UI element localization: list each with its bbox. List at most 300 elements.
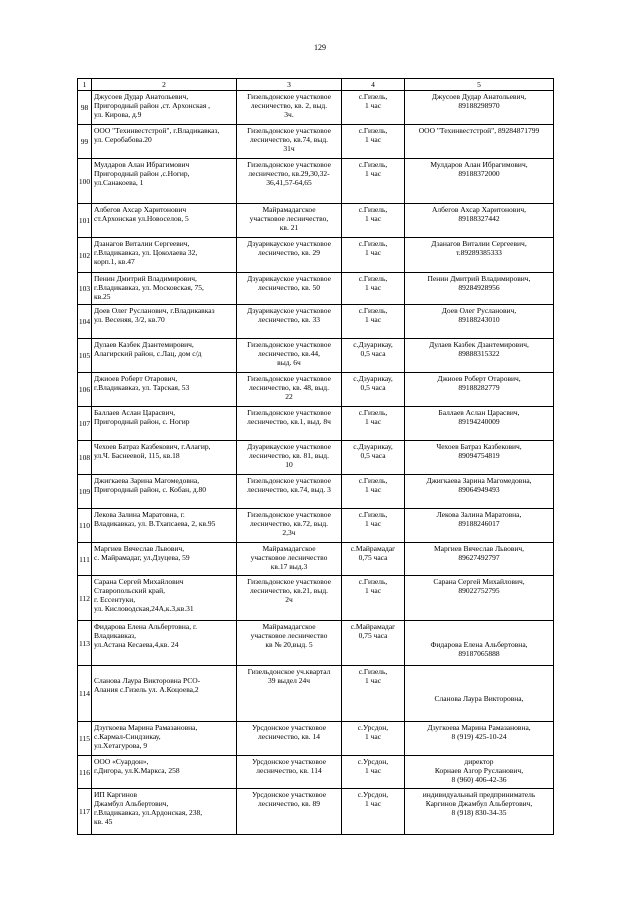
- row-number: 99: [78, 125, 92, 159]
- location-cell-line: 1 час: [364, 799, 382, 808]
- location-cell-line: 0,5 часа: [360, 383, 386, 392]
- applicant-cell-line: Владикавказ, ул. В.Тхапсаева, 2, кв.95: [94, 519, 216, 528]
- location-cell-line: 1 час: [364, 169, 382, 178]
- applicant-cell-line: г.Владикавказ, ул.Ардонская, 238,: [94, 808, 203, 817]
- forest-plot-cell-line: лесничество, кв.1, выд. 8ч: [247, 417, 331, 426]
- forest-plot-cell-line: Гизельдонское участковое: [247, 476, 331, 485]
- forest-plot-cell-line: лесничество, кв. 48, выд.: [249, 383, 329, 392]
- forest-plot-cell: [237, 666, 342, 722]
- forest-plot-cell-line: 2,3ч: [282, 528, 296, 537]
- location-cell: [342, 305, 405, 339]
- row-number: 104: [78, 305, 92, 339]
- forest-plot-cell: [237, 441, 342, 475]
- forest-plot-cell: [237, 407, 342, 441]
- table-row: [78, 789, 554, 835]
- forest-plot-cell-line: кв.17 выд.3: [270, 562, 308, 571]
- row-number: 112: [78, 576, 92, 621]
- contact-cell-line: Джиоев Роберт Отарович,: [437, 374, 521, 383]
- location-cell: [342, 621, 405, 666]
- applicant-cell: [92, 756, 237, 789]
- forest-plot-cell-line: Гизельдонское участковое: [247, 340, 331, 349]
- location-cell-line: с.Майрамадаг: [350, 622, 396, 631]
- forest-plot-cell-line: Гизельдонское участковое: [247, 126, 331, 135]
- contact-cell-line: [407, 631, 551, 640]
- forest-plot-cell-line: лесничество, кв.21, выд.: [249, 586, 329, 595]
- forest-plot-cell-line: Урсдонское участковое: [251, 757, 327, 766]
- forest-plot-cell-line: Гизельдонское участковое: [247, 160, 331, 169]
- forest-plot-cell-line: лесничество, кв.44,: [258, 349, 320, 358]
- contact-cell-line: Джусоев Дудар Анатольевич,: [431, 92, 527, 101]
- applicant-cell: [92, 407, 237, 441]
- contact-cell-line: Мулдаров Алан Ибрагимович,: [430, 160, 528, 169]
- header-cell: 3: [237, 79, 342, 91]
- applicant-cell-line: Джигкаева Зарина Магомедовна,: [94, 476, 200, 485]
- applicant-cell-line: Джамбул Альбертович,: [94, 799, 169, 808]
- location-cell: [342, 238, 405, 273]
- applicant-cell-line: ООО «Суардон»,: [94, 757, 149, 766]
- forest-plot-cell-line: лесничество, кв. 89: [258, 799, 320, 808]
- contact-cell-line: 89094754819: [458, 451, 500, 460]
- forest-plot-cell-line: 31ч: [283, 144, 295, 153]
- contact-cell-line: директор: [464, 757, 494, 766]
- applicant-cell-line: Пригородный район ,ст. Архонская ,: [94, 101, 211, 110]
- forest-plot-cell: [237, 238, 342, 273]
- contact-cell-line: Албегов Ахсар Харитонович,: [432, 205, 526, 214]
- contact-cell-line: Корнаев Азгор Русланович,: [434, 766, 524, 775]
- location-cell-line: 1 час: [364, 417, 382, 426]
- forest-plot-cell-line: Дзуарикауское участковое: [247, 239, 331, 248]
- location-cell-line: 1 час: [364, 519, 382, 528]
- contact-cell-line: Джигкаева Зарина Магомедовна,: [426, 476, 532, 485]
- location-cell: [342, 441, 405, 475]
- location-cell-line: с.Гизель,: [358, 306, 388, 315]
- contact-cell: [405, 576, 554, 621]
- applicant-cell-line: Дзугкоева Марина Рамазановна,: [94, 723, 198, 732]
- contact-cell-line: 89188246017: [458, 519, 500, 528]
- contact-cell: [405, 756, 554, 789]
- applicant-cell-line: с.Кармал-Синдзикау,: [94, 732, 161, 741]
- contact-cell-line: 89187065888: [458, 649, 500, 658]
- forest-plot-cell-line: Гизельдонское участковое: [247, 92, 331, 101]
- contact-cell: [405, 722, 554, 756]
- location-cell-line: с.Урсдон,: [357, 757, 389, 766]
- applicant-cell: [92, 204, 237, 238]
- forest-plot-cell: [237, 339, 342, 373]
- location-cell-line: 1 час: [364, 676, 382, 685]
- forest-plot-cell: [237, 475, 342, 509]
- table-row: [78, 621, 554, 666]
- forest-plot-cell-line: Гизельдонское участковое: [247, 577, 331, 586]
- location-cell-line: 1 час: [364, 315, 382, 324]
- contact-cell-line: Фидарова Елена Альбертовна,: [430, 640, 528, 649]
- page-number: 129: [314, 43, 326, 52]
- contact-cell: [405, 543, 554, 576]
- location-cell-line: 1 час: [364, 135, 382, 144]
- contact-cell: [405, 666, 554, 722]
- location-cell-line: 1 час: [364, 766, 382, 775]
- forest-plot-cell: [237, 509, 342, 543]
- contact-cell: [405, 339, 554, 373]
- applicant-cell-line: г.Владикавказ, ул. Тарская, 53: [94, 383, 190, 392]
- table-header-row: [78, 79, 554, 91]
- contact-cell: [405, 475, 554, 509]
- row-number: 103: [78, 273, 92, 305]
- location-cell-line: с.Дзуарикау,: [353, 340, 393, 349]
- applicant-cell-line: корп.1, кв.47: [94, 257, 135, 266]
- applicant-cell-line: Фидарова Елена Альбертовна, г.: [94, 622, 198, 631]
- applicant-cell: [92, 125, 237, 159]
- contact-cell: [405, 273, 554, 305]
- location-cell-line: с.Гизель,: [358, 126, 388, 135]
- location-cell-line: с.Гизель,: [358, 274, 388, 283]
- forest-plot-cell-line: участковое лесничество: [250, 553, 328, 562]
- header-cell: 4: [342, 79, 405, 91]
- forest-plot-cell-line: лесничество, кв. 14: [258, 732, 320, 741]
- forest-plot-cell-line: лесничество, кв. 114: [256, 766, 322, 775]
- applicant-cell-line: ул.Хетагурова, 9: [94, 741, 148, 750]
- forest-plot-cell-line: 39 выдел 24ч: [268, 676, 310, 685]
- applicant-cell-line: кв.25: [94, 292, 111, 301]
- applicant-cell-line: ул. Кирова, д.9: [94, 110, 142, 119]
- contact-cell-line: Пенин Дмитрий Владимирович,: [427, 274, 531, 283]
- contact-cell-line: 89284928956: [458, 283, 500, 292]
- applicant-cell-line: Джусоев Дудар Анатольевич,: [94, 92, 189, 101]
- table-row: [78, 722, 554, 756]
- table-row: [78, 91, 554, 125]
- table-row: [78, 238, 554, 273]
- location-cell-line: с.Гизель,: [358, 577, 388, 586]
- applicant-cell-line: ИП Каргинов: [94, 790, 138, 799]
- contact-cell-line: Чехоев Батраз Казбекович,: [436, 442, 522, 451]
- forest-plot-cell-line: лесничество, кв. 29: [258, 248, 320, 257]
- forest-plot-cell-line: 3ч.: [284, 110, 294, 119]
- contact-cell-line: 89188327442: [458, 214, 500, 223]
- applicant-cell-line: ООО "Техинвестстрой", г.Владикавказ,: [94, 126, 220, 135]
- applicant-cell-line: Чехоев Батраз Казбекович, г.Алагир,: [94, 442, 211, 451]
- forest-plot-cell-line: Урсдонское участковое: [251, 723, 327, 732]
- row-number: 113: [78, 621, 92, 666]
- forest-plot-cell-line: лесничество, кв.29,30,32-: [248, 169, 330, 178]
- contact-cell-line: Сарана Сергей Михайлович,: [433, 577, 525, 586]
- contact-cell-line: 89188282779: [458, 383, 500, 392]
- forest-plot-cell: [237, 621, 342, 666]
- forest-plot-cell: [237, 159, 342, 204]
- applicant-cell-line: Сланова Лаура Викторовна РСО-: [94, 676, 201, 685]
- location-cell-line: с.Гизель,: [358, 205, 388, 214]
- forest-plot-cell-line: лесничество, кв. 2, выд.: [250, 101, 328, 110]
- forest-plot-cell: [237, 273, 342, 305]
- contact-cell-line: Лекова Залина Маратовна,: [436, 510, 522, 519]
- contact-cell-line: Баллаев Аслан Царасвич,: [438, 408, 520, 417]
- applicant-cell: [92, 722, 237, 756]
- applicant-cell-line: Пенин Дмитрий Владимирович,: [94, 274, 197, 283]
- contact-cell: [405, 621, 554, 666]
- row-number: 111: [78, 543, 92, 576]
- location-cell-line: 1 час: [364, 586, 382, 595]
- table-row: [78, 475, 554, 509]
- applicant-cell: [92, 159, 237, 204]
- applicant-cell-line: Баллаев Аслан Царасвич,: [94, 408, 176, 417]
- location-cell: [342, 273, 405, 305]
- applicant-cell-line: ул.Санакоева, 1: [94, 178, 144, 187]
- location-cell: [342, 204, 405, 238]
- contact-cell: [405, 305, 554, 339]
- applicant-cell-line: Дзанагов Виталии Сергеевич,: [94, 239, 190, 248]
- location-cell: [342, 475, 405, 509]
- applicant-cell: [92, 91, 237, 125]
- location-cell-line: с.Урсдон,: [357, 723, 389, 732]
- row-number: 109: [78, 475, 92, 509]
- applicant-cell: [92, 373, 237, 407]
- applicant-cell-line: Сарана Сергей Михайлович: [94, 577, 184, 586]
- contact-cell-line: Дзугкоева Марина Рамазановна,: [427, 723, 531, 732]
- forest-plot-cell: [237, 373, 342, 407]
- applicant-cell: [92, 441, 237, 475]
- forest-plot-cell-line: 22: [285, 392, 293, 401]
- location-cell-line: 1 час: [364, 248, 382, 257]
- contact-cell-line: индивидуальный предприниматель: [422, 790, 536, 799]
- applicant-cell: [92, 475, 237, 509]
- contact-cell: [405, 125, 554, 159]
- forest-plot-cell: [237, 789, 342, 835]
- applicant-cell-line: г. Ессентуки,: [94, 595, 136, 604]
- row-number: 98: [78, 91, 92, 125]
- applicant-cell: [92, 543, 237, 576]
- applicant-cell-line: ул. Серобабова.20: [94, 135, 152, 144]
- registry-table: [77, 78, 554, 835]
- location-cell-line: с.Гизель,: [358, 160, 388, 169]
- forest-plot-cell: [237, 543, 342, 576]
- applicant-cell-line: г.Дигора, ул.К.Маркса, 258: [94, 766, 180, 775]
- row-number: 117: [78, 789, 92, 835]
- forest-plot-cell-line: Урсдонское участковое: [251, 790, 327, 799]
- contact-cell-line: 8 (960) 406-42-36: [451, 775, 507, 784]
- applicant-cell-line: [94, 667, 234, 676]
- forest-plot-cell-line: Майрамадагское: [262, 544, 316, 553]
- applicant-cell: [92, 666, 237, 722]
- location-cell-line: с.Урсдон,: [357, 790, 389, 799]
- forest-plot-cell: [237, 204, 342, 238]
- contact-cell-line: Дулаев Казбек Дзантемирович,: [429, 340, 529, 349]
- applicant-cell-line: Доев Олег Русланович, г.Владикавказ: [94, 306, 215, 315]
- contact-cell-line: 89022752795: [458, 586, 500, 595]
- contact-cell-line: [407, 622, 551, 631]
- location-cell-line: с.Гизель,: [358, 92, 388, 101]
- applicant-cell-line: Пригородный район, с. Ногир: [94, 417, 190, 426]
- header-cell: 5: [405, 79, 554, 91]
- forest-plot-cell-line: Дзуарикауское участковое: [247, 442, 331, 451]
- contact-cell-line: 89627492797: [458, 553, 500, 562]
- contact-cell-line: Каргинов Джамбул Альбертович,: [425, 799, 533, 808]
- row-number: 101: [78, 204, 92, 238]
- forest-plot-cell-line: Дзуарикауское участковое: [247, 306, 331, 315]
- forest-plot-cell-line: лесничество, кв.74, выд.: [249, 135, 329, 144]
- applicant-cell-line: Дулаев Казбек Дзантемирович,: [94, 340, 194, 349]
- forest-plot-cell-line: Гизельдонское участковое: [247, 374, 331, 383]
- location-cell: [342, 159, 405, 204]
- forest-plot-cell-line: Дзуарикауское участковое: [247, 274, 331, 283]
- contact-cell-line: ООО "Техинвестстрой", 89284871799: [418, 126, 540, 135]
- contact-cell-line: [407, 667, 551, 676]
- forest-plot-cell: [237, 125, 342, 159]
- location-cell-line: с.Гизель,: [358, 239, 388, 248]
- applicant-cell-line: ул. Кисловодская,24А,к.3,кв.31: [94, 604, 194, 613]
- location-cell-line: 0,75 часа: [358, 631, 388, 640]
- table-row: [78, 509, 554, 543]
- table-row: [78, 373, 554, 407]
- applicant-cell-line: Лекова Залина Маратовна, г.: [94, 510, 185, 519]
- location-cell: [342, 576, 405, 621]
- location-cell-line: 1 час: [364, 101, 382, 110]
- contact-cell-line: 89188372000: [458, 169, 500, 178]
- applicant-cell-line: Ставропольский край,: [94, 586, 165, 595]
- applicant-cell-line: Пригородный район, с. Кобан, д.80: [94, 485, 207, 494]
- forest-plot-cell-line: Гизельдонское участковое: [247, 510, 331, 519]
- forest-plot-cell: [237, 91, 342, 125]
- contact-cell-line: Маргиев Вячеслав Львович,: [433, 544, 525, 553]
- location-cell-line: с.Гизель,: [358, 476, 388, 485]
- applicant-cell: [92, 238, 237, 273]
- forest-plot-cell-line: 36,41,57-64,65: [266, 178, 312, 187]
- forest-plot-cell: [237, 576, 342, 621]
- forest-plot-cell-line: кв. 21: [279, 223, 299, 232]
- location-cell: [342, 373, 405, 407]
- location-cell: [342, 125, 405, 159]
- applicant-cell: [92, 789, 237, 835]
- applicant-cell-line: Алания с.Гизель ул. А.Коцоева,2: [94, 685, 199, 694]
- location-cell: [342, 789, 405, 835]
- table-row: [78, 543, 554, 576]
- location-cell-line: 1 час: [364, 283, 382, 292]
- applicant-cell-line: Пригородный район ,с.Ногир,: [94, 169, 190, 178]
- applicant-cell-line: ул. Весеняя, 3/2, кв.70: [94, 315, 165, 324]
- location-cell-line: 1 час: [364, 214, 382, 223]
- row-number: 115: [78, 722, 92, 756]
- applicant-cell-line: Владикавказ,: [94, 631, 137, 640]
- table-row: [78, 204, 554, 238]
- applicant-cell-line: Маргиев Вячеслав Львович,: [94, 544, 185, 553]
- applicant-cell-line: Джиоев Роберт Отарович,: [94, 374, 178, 383]
- location-cell: [342, 339, 405, 373]
- contact-cell-line: Доев Олег Русланович,: [441, 306, 517, 315]
- location-cell: [342, 722, 405, 756]
- table-row: [78, 339, 554, 373]
- location-cell-line: с.Дзуарикау,: [353, 442, 393, 451]
- row-number: 107: [78, 407, 92, 441]
- contact-cell-line: Дзанагов Виталии Сергеевич,: [431, 239, 527, 248]
- location-cell: [342, 543, 405, 576]
- applicant-cell: [92, 339, 237, 373]
- applicant-cell-line: Алагирский район, с.Лац, дом с/д: [94, 349, 202, 358]
- applicant-cell: [92, 576, 237, 621]
- applicant-cell-line: кв. 45: [94, 817, 113, 826]
- forest-plot-cell-line: кв № 20,выд. 5: [265, 640, 313, 649]
- contact-cell: [405, 373, 554, 407]
- contact-cell-line: 89188298970: [458, 101, 500, 110]
- table-row: [78, 441, 554, 475]
- applicant-cell-line: ст.Архонская ул.Новоселов, 5: [94, 214, 189, 223]
- location-cell: [342, 407, 405, 441]
- forest-plot-cell: [237, 722, 342, 756]
- forest-plot-cell: [237, 305, 342, 339]
- table-body: [78, 91, 554, 835]
- applicant-cell-line: г.Владикавказ, ул. Московская, 75,: [94, 283, 204, 292]
- row-number: 110: [78, 509, 92, 543]
- location-cell-line: с.Гизель,: [358, 667, 388, 676]
- applicant-cell-line: Албегов Ахсар Харитонович: [94, 205, 187, 214]
- applicant-cell-line: г.Владикавказ, ул. Цоколаева 32,: [94, 248, 198, 257]
- contact-cell: [405, 238, 554, 273]
- location-cell-line: 1 час: [364, 732, 382, 741]
- location-cell-line: 0,75 часа: [358, 553, 388, 562]
- forest-plot-cell: [237, 756, 342, 789]
- contact-cell-line: 89188243010: [458, 315, 500, 324]
- applicant-cell-line: ул.Астана Кесаева,4,кв. 24: [94, 640, 179, 649]
- row-number: 108: [78, 441, 92, 475]
- forest-plot-cell-line: Гизельдонское уч.квартал: [247, 667, 331, 676]
- applicant-cell: [92, 509, 237, 543]
- contact-cell-line: Сланова Лаура Викторовна,: [434, 694, 524, 703]
- location-cell-line: с.Майрамадаг: [350, 544, 396, 553]
- applicant-cell: [92, 621, 237, 666]
- location-cell: [342, 756, 405, 789]
- location-cell: [342, 509, 405, 543]
- contact-cell-line: т.89289385333: [456, 248, 502, 257]
- location-cell-line: с.Гизель,: [358, 408, 388, 417]
- location-cell-line: 1 час: [364, 485, 382, 494]
- forest-plot-cell-line: выд. 6ч: [277, 358, 301, 367]
- header-cell: 2: [92, 79, 237, 91]
- forest-plot-cell-line: участковое лесничество,: [249, 214, 329, 223]
- applicant-cell-line: с. Майрамадаг, ул.Дзуцева, 59: [94, 553, 190, 562]
- forest-plot-cell-line: лесничество, кв.72, выд.: [249, 519, 329, 528]
- contact-cell: [405, 91, 554, 125]
- contact-cell-line: 89194240009: [458, 417, 500, 426]
- row-number: 102: [78, 238, 92, 273]
- row-number: 106: [78, 373, 92, 407]
- row-number: 114: [78, 666, 92, 722]
- location-cell: [342, 666, 405, 722]
- forest-plot-cell-line: лесничество, кв. 33: [258, 315, 320, 324]
- applicant-cell-line: Мулдаров Алан Ибрагимович: [94, 160, 190, 169]
- row-number: 100: [78, 159, 92, 204]
- contact-cell: [405, 509, 554, 543]
- forest-plot-cell-line: Гизельдонское участковое: [247, 408, 331, 417]
- location-cell-line: с.Дзуарикау,: [353, 374, 393, 383]
- forest-plot-cell-line: лесничество, кв. 50: [258, 283, 320, 292]
- forest-plot-cell-line: 2ч: [285, 595, 293, 604]
- forest-plot-cell-line: участковое лесничество: [250, 631, 328, 640]
- table-row: [78, 576, 554, 621]
- contact-cell-line: 89064949493: [458, 485, 500, 494]
- header-cell: 1: [78, 79, 92, 91]
- contact-cell-line: [407, 676, 551, 685]
- contact-cell-line: 8 (918) 830-34-35: [451, 808, 507, 817]
- table-row: [78, 756, 554, 789]
- applicant-cell: [92, 273, 237, 305]
- table-row: [78, 407, 554, 441]
- forest-plot-cell-line: лесничество, кв.74, выд. 3: [247, 485, 331, 494]
- forest-plot-cell-line: 10: [285, 460, 293, 469]
- contact-cell-line: [407, 685, 551, 694]
- table-row: [78, 305, 554, 339]
- applicant-cell: [92, 305, 237, 339]
- table-row: [78, 125, 554, 159]
- contact-cell-line: 8 (919) 425-10-24: [451, 732, 507, 741]
- applicant-cell-line: ул.Ч. Баснеевой, 115, кв.18: [94, 451, 180, 460]
- contact-cell: [405, 204, 554, 238]
- table-row: [78, 273, 554, 305]
